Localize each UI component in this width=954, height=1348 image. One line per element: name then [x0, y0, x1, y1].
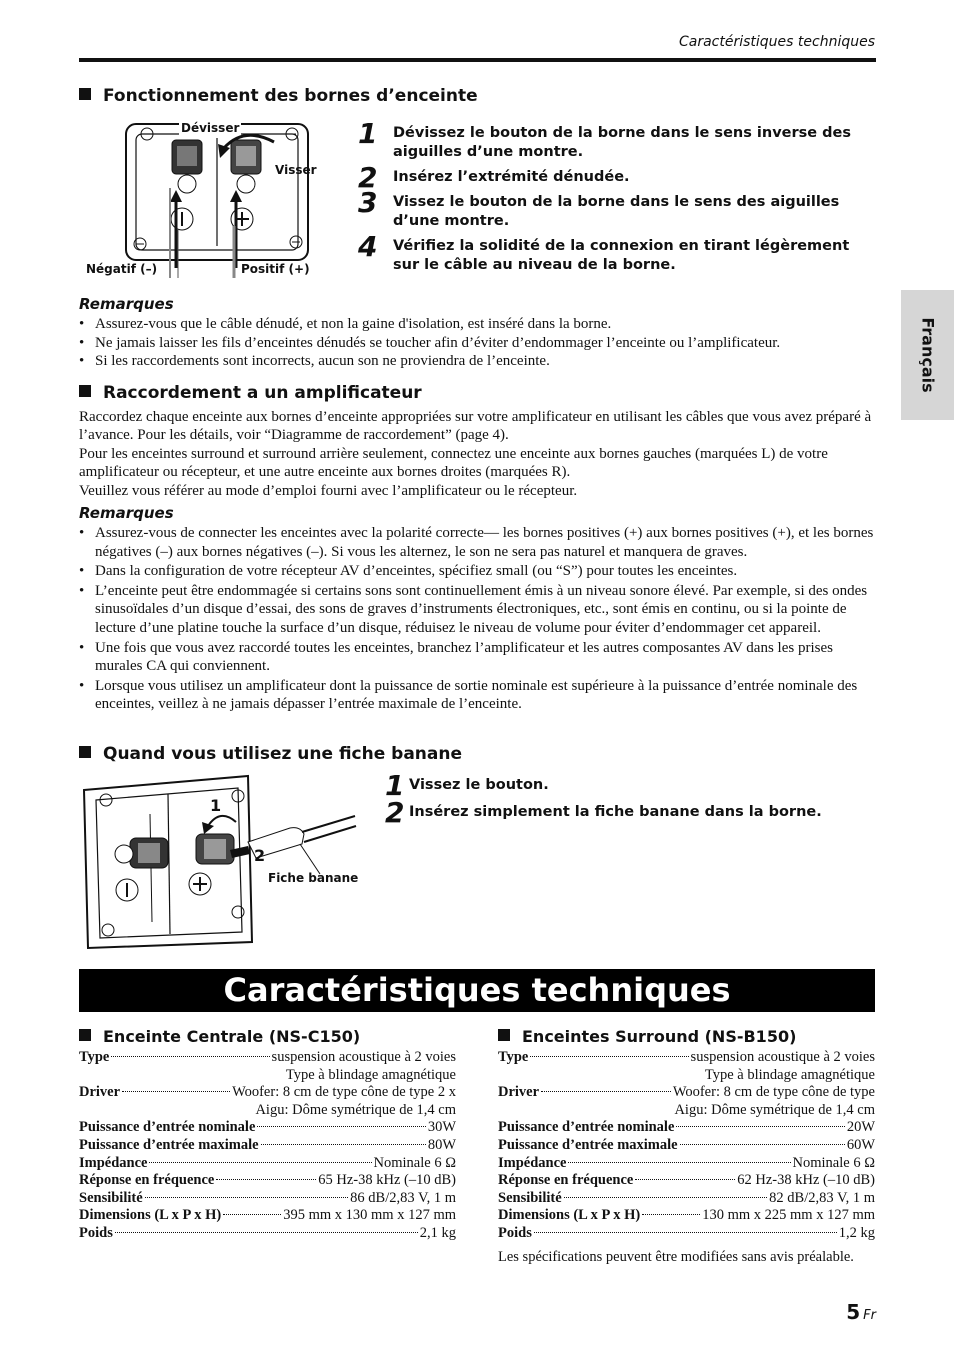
list-item: • Dans la configuration de votre récepteur AV d’enceintes, spécifiez small (ou “S”) pour toutes les enceintes.	[79, 562, 879, 581]
remarks-list	[79, 524, 879, 714]
square-bullet-icon	[79, 1029, 91, 1041]
table-row: Puissance d’entrée maximale 60W	[498, 1136, 875, 1153]
list-item: • Assurez-vous que le câble dénudé, et non la gaine d'isolation, est inséré dans la borne.	[79, 315, 879, 334]
table-row: Poids 2,1 kg	[79, 1224, 456, 1241]
table-row: Poids 1,2 kg	[498, 1224, 875, 1241]
specs-banner: Caractéristiques techniques	[79, 969, 875, 1012]
list-item: • Lorsque vous utilisez un amplificateur dont la puissance de sortie nominale est supérieure à la puissance d’entrée nominale des enceintes, veillez à ne jamais dépasser l’entrée maximale de l’enceinte.	[79, 677, 879, 714]
remarks-list	[79, 315, 879, 371]
table-row: Impédance Nominale 6 Ω	[498, 1154, 875, 1171]
table-row: Puissance d’entrée nominale 30W	[79, 1119, 456, 1136]
table-row-continuation: Aigu: Dôme symétrique de 1,4 cm	[674, 1101, 875, 1118]
table-row: Sensibilité 86 dB/2,83 V, 1 m	[79, 1189, 456, 1206]
table-row: Driver Woofer: 8 cm de type cône de type	[498, 1084, 875, 1101]
terminal-diagram-icon	[84, 118, 324, 280]
table-row: Sensibilité 82 dB/2,83 V, 1 m	[498, 1189, 875, 1206]
header-rule	[79, 58, 876, 62]
banana-step: 1 Vissez le bouton.	[385, 769, 549, 802]
table-row: Puissance d’entrée maximale 80W	[79, 1136, 456, 1153]
label-step-1: 1	[210, 796, 222, 815]
table-row: Dimensions (L x P x H) 130 mm x 225 mm x 127 mm	[498, 1207, 875, 1224]
list-item: • L’enceinte peut être endommagée si certains sons sont continuellement émis à un niveau sonore élevé. Par exemple, si des ondes sinusoïdales d’un disque d’essai, des sons de graves d’instruments électroniques, etc., sont émis en continu, ou si la pointe de lecture d’une platine touche la surface d’un disque, réduisez le niveau de volume pour éviter d’endommager cet appareil.	[79, 582, 879, 638]
list-item: • Si les raccordements sont incorrects, aucun son ne proviendra de l’enceinte.	[79, 352, 879, 371]
list-item: • Une fois que vous avez raccordé toutes les enceintes, branchez l’amplificateur et les autres composantes AV dans les prises murales CA qui conviennent.	[79, 639, 879, 676]
specs-note: Les spécifications peuvent être modifiées sans avis préalable.	[498, 1248, 854, 1265]
label-negative: Négatif (–)	[86, 262, 158, 276]
terminal-step: 1 Dévissez le bouton de la borne dans le sens inverse des aiguilles d’une montre.	[358, 117, 851, 160]
terminal-figure	[84, 118, 324, 280]
banana-steps	[385, 769, 865, 829]
table-row-continuation: Type à blindage amagnétique	[285, 1066, 456, 1083]
banana-figure	[80, 772, 365, 950]
language-tab	[901, 290, 954, 420]
table-row: Impédance Nominale 6 Ω	[79, 1154, 456, 1171]
page-number-value: 5	[846, 1300, 861, 1324]
paragraph: Pour les enceintes surround et surround arrière seulement, connectez une enceinte aux bornes gauches (marquées L) de votre amplificateur ou récepteur, et une autre enceinte aux bornes droites (marquées R).	[79, 445, 828, 481]
square-bullet-icon	[498, 1029, 510, 1041]
list-item: • Ne jamais laisser les fils d’enceintes dénudés se toucher afin d’éviter d’endommager l’enceinte ou l’amplificateur.	[79, 334, 879, 353]
square-bullet-icon	[79, 385, 91, 397]
list-item: • Assurez-vous de connecter les enceintes avec la polarité correcte— les bornes positives (+) aux bornes positives (+), et les bornes négatives (–) aux bornes négatives (–). Si vous les alternez, le son ne sera pas naturel et manquera de graves.	[79, 524, 879, 561]
label-screw: Visser	[275, 163, 317, 177]
section-heading-banana: Quand vous utilisez une fiche banane	[79, 744, 462, 764]
terminal-steps	[358, 118, 878, 275]
surround-spec-table	[498, 1049, 875, 1266]
section-heading-terminals: Fonctionnement des bornes d’enceinte	[79, 86, 478, 106]
table-row: Réponse en fréquence 62 Hz-38 kHz (–10 dB)	[498, 1172, 875, 1189]
section-heading-surround-speakers: Enceintes Surround (NS-B150)	[498, 1027, 796, 1046]
banana-step: 2 Insérez simplement la fiche banane dans la borne.	[385, 796, 822, 829]
amplifier-text	[79, 408, 879, 500]
label-step-2: 2	[254, 846, 266, 865]
table-row-continuation: Type à blindage amagnétique	[704, 1066, 875, 1083]
table-row: Puissance d’entrée nominale 20W	[498, 1119, 875, 1136]
table-row: Dimensions (L x P x H) 395 mm x 130 mm x 127 mm	[79, 1207, 456, 1224]
square-bullet-icon	[79, 88, 91, 100]
terminal-step: 4 Vérifiez la solidité de la connexion en tirant légèrement sur le câble au niveau de la borne.	[358, 230, 850, 273]
language-tab-label: Français	[918, 317, 937, 393]
running-header: Caractéristiques techniques	[678, 34, 875, 50]
square-bullet-icon	[79, 746, 91, 758]
page-number	[846, 1300, 876, 1324]
table-row: Type suspension acoustique à 2 voies	[498, 1049, 875, 1065]
terminal-step: 3 Vissez le bouton de la borne dans le sens des aiguilles d’une montre.	[358, 186, 840, 229]
paragraph: Raccordez chaque enceinte aux bornes d’enceinte appropriées sur votre amplificateur en utilisant les câbles que vous avez préparé à l’avance. Pour les détails, voir “Diagramme de raccordement” (page 4).	[79, 409, 872, 444]
table-row: Driver Woofer: 8 cm de type cône de type 2 x	[79, 1084, 456, 1101]
paragraph: Veuillez vous référer au mode d’emploi fourni avec l’amplificateur ou le récepteur.	[79, 482, 578, 499]
banana-plug-diagram-icon	[80, 772, 365, 950]
terminal-step: 2 Insérez l’extrémité dénudée.	[358, 161, 630, 194]
center-spec-table	[79, 1049, 456, 1243]
table-row-continuation: Aigu: Dôme symétrique de 1,4 cm	[255, 1101, 456, 1118]
table-row: Type suspension acoustique à 2 voies	[79, 1049, 456, 1065]
page-lang-code: Fr	[863, 1308, 876, 1323]
remarks-title: Remarques	[79, 295, 174, 313]
label-unscrew: Dévisser	[181, 121, 240, 135]
section-heading-amplifier: Raccordement a un amplificateur	[79, 383, 422, 403]
label-positive: Positif (+)	[241, 262, 310, 276]
remarks-title: Remarques	[79, 504, 174, 522]
table-row: Réponse en fréquence 65 Hz-38 kHz (–10 dB)	[79, 1172, 456, 1189]
label-banana-plug: Fiche banane	[268, 871, 359, 885]
section-heading-center-speaker: Enceinte Centrale (NS-C150)	[79, 1027, 360, 1046]
